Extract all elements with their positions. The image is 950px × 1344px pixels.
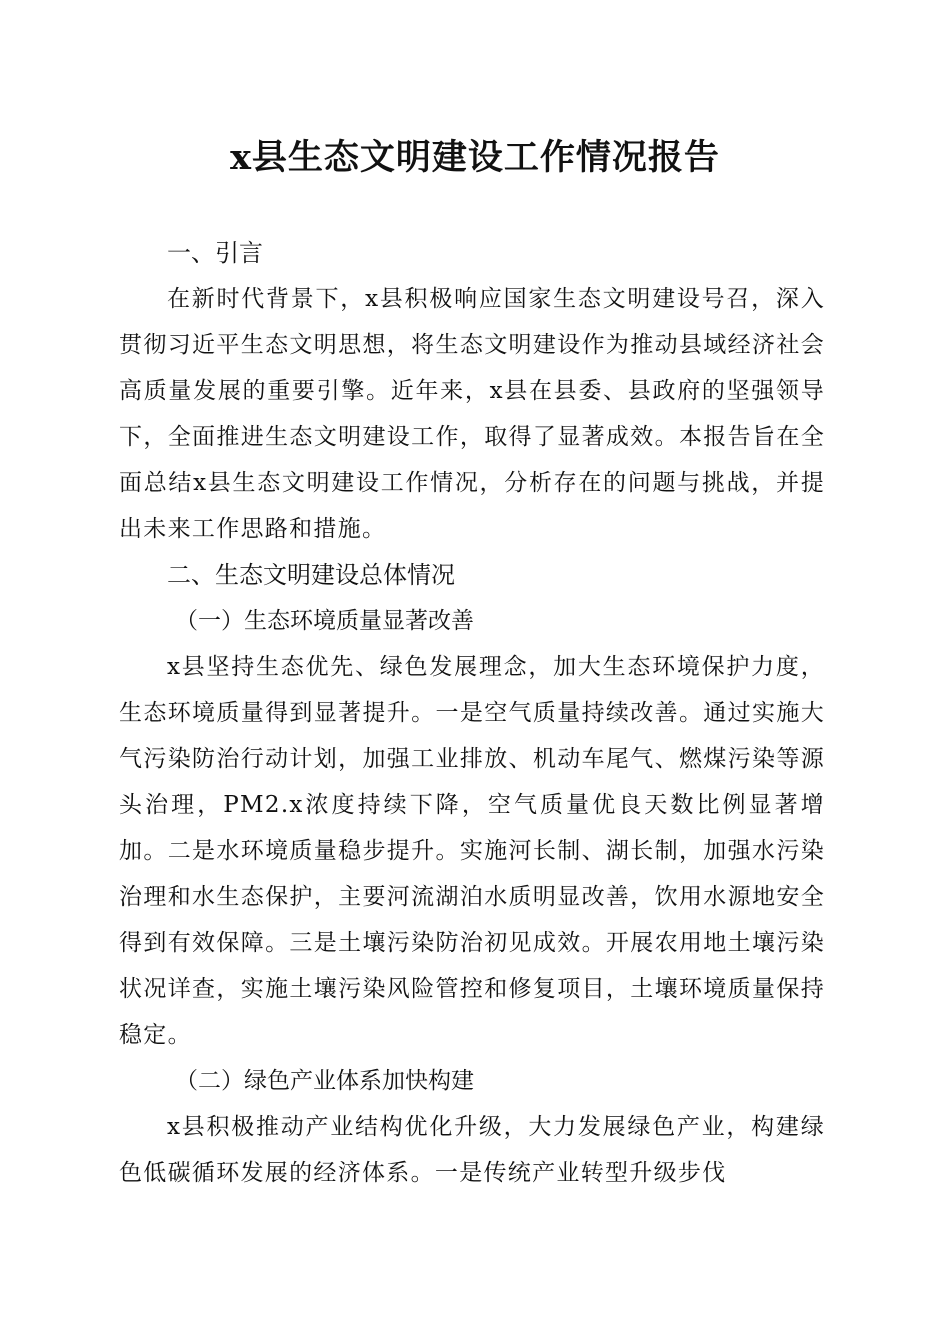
section-heading-overall-situation: 二、生态文明建设总体情况 bbox=[167, 561, 455, 589]
document-body bbox=[119, 230, 825, 1196]
introduction-paragraph: 在新时代背景下，x县积极响应国家生态文明建设号召，深入贯彻习近平生态文明思想，将生态文明建设作为推动县域经济社会高质量发展的重要引擎。近年来，x县在县委、县政府的坚强领导下，全面推进生态文明建设工作，取得了显著成效。本报告旨在全面总结x县生态文明建设工作情况，分析存在的问题与挑战，并提出未来工作思路和措施。 bbox=[119, 286, 825, 542]
document-title: x县生态文明建设工作情况报告 bbox=[230, 137, 720, 178]
subsection-heading-environment-quality: （一）生态环境质量显著改善 bbox=[175, 608, 474, 634]
section-heading-introduction: 一、引言 bbox=[167, 239, 263, 267]
subsection-heading-green-industry: （二）绿色产业体系加快构建 bbox=[175, 1068, 474, 1094]
green-industry-paragraph: x县积极推动产业结构优化升级，大力发展绿色产业，构建绿色低碳循环发展的经济体系。一是传统产业转型升级步伐 bbox=[119, 1114, 825, 1186]
environment-quality-paragraph: x县坚持生态优先、绿色发展理念，加大生态环境保护力度，生态环境质量得到显著提升。一是空气质量持续改善。通过实施大气污染防治行动计划，加强工业排放、机动车尾气、燃煤污染等源头治理，PM2.x浓度持续下降，空气质量优良天数比例显著增加。二是水环境质量稳步提升。实施河长制、湖长制，加强水污染治理和水生态保护，主要河流湖泊水质明显改善，饮用水源地安全得到有效保障。三是土壤污染防治初见成效。开展农用地土壤污染状况详查，实施土壤污染风险管控和修复项目，土壤环境质量保持稳定。 bbox=[119, 654, 825, 1048]
